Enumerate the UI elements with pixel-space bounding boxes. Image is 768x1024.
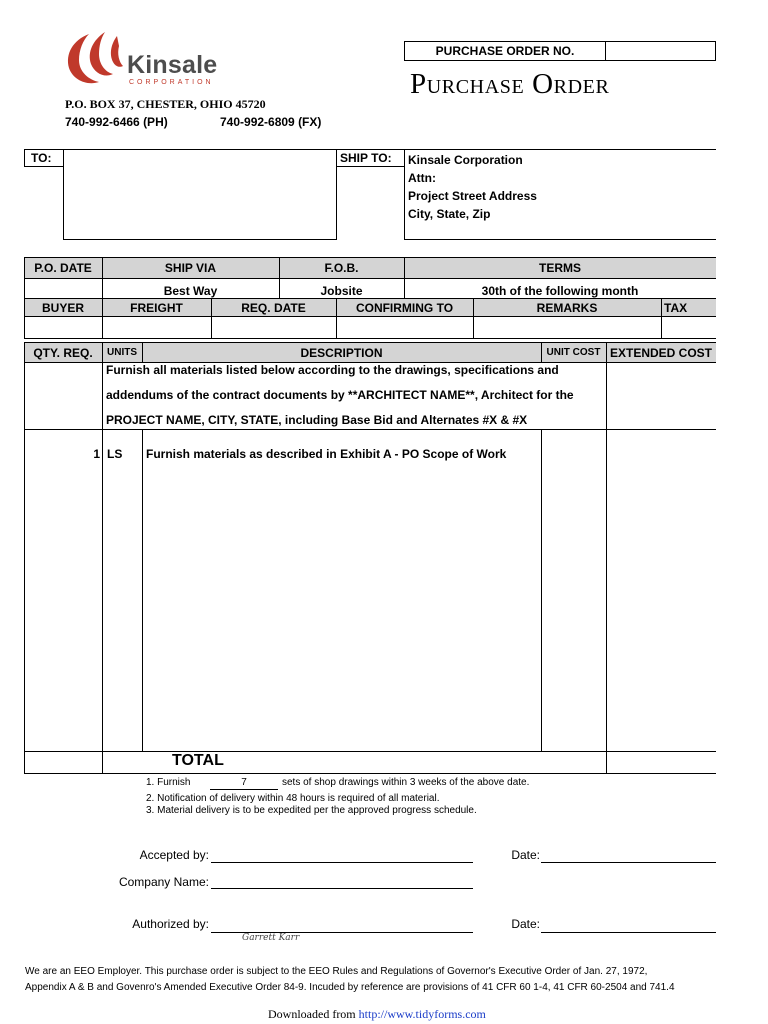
download-credit (268, 1007, 486, 1022)
date-2-line[interactable] (541, 932, 716, 933)
to-box-left-border (63, 149, 64, 240)
logo-wordmark: Kinsale (127, 51, 218, 79)
ship-to-line-company: Kinsale Corporation (408, 153, 523, 167)
ship-to-line-city: City, State, Zip (408, 207, 491, 221)
download-link[interactable]: http://www.tidyforms.com (358, 1007, 486, 1021)
order-info-rule-4 (24, 316, 716, 317)
note-1-suffix: sets of shop drawings within 3 weeks of the above date. (282, 777, 530, 788)
ship-to-label-bottom-border (336, 166, 405, 167)
col-unit-cost: UNIT COST (546, 347, 601, 358)
to-label-left-border (24, 149, 25, 166)
to-label: TO: (31, 151, 52, 165)
col-buyer: BUYER (41, 301, 84, 315)
po-number-divider (605, 41, 606, 61)
col-description: DESCRIPTION (300, 346, 383, 360)
item-units[interactable]: LS (107, 447, 123, 461)
to-box-right-border (336, 149, 337, 240)
company-name-label: Company Name: (118, 875, 209, 889)
order-info-rule-5 (24, 338, 716, 339)
order-info-rule-2 (24, 278, 716, 279)
ship-to-box-bottom-border (404, 239, 716, 240)
to-label-bottom-border (24, 166, 64, 167)
items-rule-total-top (24, 751, 716, 752)
terms-value[interactable]: 30th of the following month (481, 284, 639, 298)
col-ship-via: SHIP VIA (164, 261, 217, 275)
order-info-rule-1 (24, 257, 716, 258)
ship-to-line-attn: Attn: (408, 171, 436, 185)
authorized-by-label: Authorized by: (132, 917, 209, 931)
col-qty-req: QTY. REQ. (33, 346, 93, 360)
item-description[interactable]: Furnish materials as described in Exhibit A - PO Scope of Work (146, 447, 507, 461)
note-1-prefix: 1. Furnish (146, 777, 191, 788)
col-remarks: REMARKS (536, 301, 598, 315)
items-col-desc (541, 429, 542, 751)
order-info2-col-5 (661, 298, 662, 338)
items-rule-intro-bottom (24, 429, 716, 430)
accepted-by-label: Accepted by: (139, 848, 209, 862)
date-1-line[interactable] (541, 862, 716, 863)
date-2-label: Date: (511, 917, 540, 931)
date-1-label: Date: (511, 848, 540, 862)
items-col-left (24, 342, 25, 773)
note-1-qty[interactable]: 7 (241, 777, 247, 788)
download-prefix: Downloaded from (268, 1007, 356, 1021)
items-col-unitcost (606, 342, 607, 773)
col-po-date: P.O. DATE (34, 261, 92, 275)
items-rule-top (24, 342, 716, 343)
note-1-qty-underline (210, 789, 278, 790)
accepted-by-line[interactable] (211, 862, 473, 863)
col-fob: F.O.B. (324, 261, 359, 275)
items-col-qty (102, 342, 103, 773)
eeo-statement-line-2: Appendix A & B and Govenro's Amended Executive Order 84-9. Incuded by reference are provisions of 41 CFR 60 1-4, 41 CFR 60-2504 and 741.4 (25, 982, 675, 993)
col-extended-cost: EXTENDED COST (609, 346, 712, 360)
ship-to-box-left-border (404, 149, 405, 240)
signer-name: Garrett Karr (242, 933, 300, 943)
col-freight: FREIGHT (130, 301, 183, 315)
company-address: P.O. BOX 37, CHESTER, OHIO 45720 (65, 97, 266, 111)
col-tax: TAX (664, 301, 688, 315)
intro-line-3: PROJECT NAME, CITY, STATE, including Base Bid and Alternates #X & #X (106, 413, 528, 427)
ship-to-label: SHIP TO: (340, 151, 392, 165)
company-name-line[interactable] (211, 888, 473, 889)
item-qty[interactable]: 1 (93, 447, 100, 461)
col-units: UNITS (107, 347, 137, 358)
col-confirming-to: CONFIRMING TO (355, 301, 454, 315)
intro-line-2: addendums of the contract documents by **ARCHITECT NAME**, Architect for the (106, 388, 574, 402)
total-label: TOTAL (172, 752, 224, 769)
col-terms: TERMS (539, 261, 581, 275)
items-rule-bottom (24, 773, 716, 774)
to-block-top-border (24, 149, 716, 150)
intro-line-1: Furnish all materials listed below according to the drawings, specifications and (106, 363, 559, 377)
note-2: 2. Notification of delivery within 48 hours is required of all material. (146, 793, 440, 804)
company-phone: 740-992-6466 (PH) (65, 115, 168, 129)
to-box-bottom-border (63, 239, 337, 240)
col-req-date: REQ. DATE (241, 301, 306, 315)
company-fax: 740-992-6809 (FX) (220, 115, 322, 129)
page-title: Purchase Order (410, 68, 610, 100)
logo-subtitle: CORPORATION (129, 79, 214, 86)
items-col-units (142, 429, 143, 751)
order-info-rule-3 (24, 298, 716, 299)
eeo-statement-line-1: We are an EEO Employer. This purchase order is subject to the EEO Rules and Regulations of Governor's Executive Order of Jan. 27, 1972, (25, 966, 648, 977)
ship-to-line-address: Project Street Address (408, 189, 537, 203)
ship-via-value[interactable]: Best Way (163, 284, 218, 298)
fob-value[interactable]: Jobsite (320, 284, 363, 298)
po-number-label: PURCHASE ORDER NO. (435, 44, 575, 58)
note-3: 3. Material delivery is to be expedited per the approved progress schedule. (146, 805, 477, 816)
